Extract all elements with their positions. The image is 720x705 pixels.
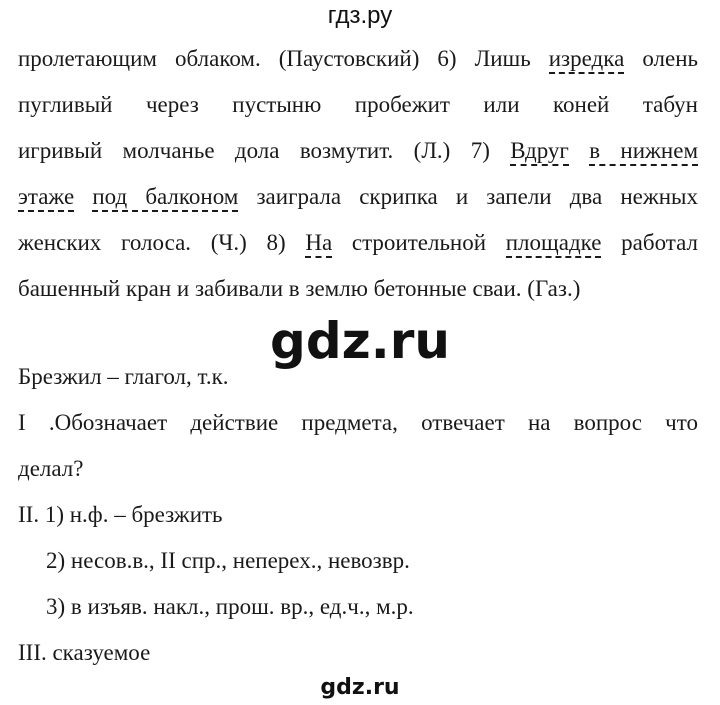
watermark-bottom: gdz.ru [320, 675, 400, 700]
analysis-point-3: III. сказуемое [18, 640, 151, 665]
text-span: заиграла скрипка и запели два нежных [238, 184, 698, 209]
underlined-word: изредка [549, 46, 625, 74]
text-span: работал [601, 230, 698, 255]
text-span: строительной [332, 230, 506, 255]
watermark-middle: gdz.ru [270, 312, 450, 370]
underlined-word: этаже [18, 184, 74, 212]
text-span [569, 138, 589, 163]
text-span: олень [624, 46, 699, 71]
text-span: пролетающим облаком. (Паустовский) 6) Лишь [18, 46, 549, 71]
underlined-word: в нижнем [589, 138, 698, 166]
text-span: игривый молчанье дола возмутит. (Л.) 7) [18, 138, 511, 163]
excerpt-text [18, 36, 698, 312]
excerpt-line-3 [18, 128, 698, 174]
excerpt-line-6: башенный кран и забивали в землю бетонные сваи. (Газ.) [18, 276, 581, 301]
watermark-top: гдз.ру [327, 2, 393, 29]
analysis-point-2-2: 2) несов.в., II спр., неперех., невозвр. [46, 548, 410, 573]
analysis-heading: Брезжил – глагол, т.к. [18, 364, 229, 389]
text-span [74, 184, 92, 209]
analysis-point-2-3: 3) в изъяв. накл., прош. вр., ед.ч., м.р. [46, 594, 414, 619]
excerpt-line-4 [18, 174, 698, 220]
excerpt-line-1 [18, 36, 698, 82]
text-span: женских голоса. (Ч.) 8) [18, 230, 306, 255]
underlined-word: под балконом [92, 184, 238, 212]
analysis-point-1a: I .Обозначает действие предмета, отвечает на вопрос что [18, 410, 698, 435]
excerpt-line-5 [18, 220, 698, 266]
underlined-word: площадке [506, 230, 602, 258]
underlined-word: На [305, 230, 332, 258]
analysis-point-1b: делал? [18, 456, 84, 481]
excerpt-line-2: пугливый через пустыню пробежит или коней табун [18, 92, 698, 117]
analysis-block [18, 354, 698, 676]
underlined-word: Вдруг [510, 138, 569, 166]
analysis-point-2-title: II. 1) н.ф. – брезжить [18, 502, 223, 527]
